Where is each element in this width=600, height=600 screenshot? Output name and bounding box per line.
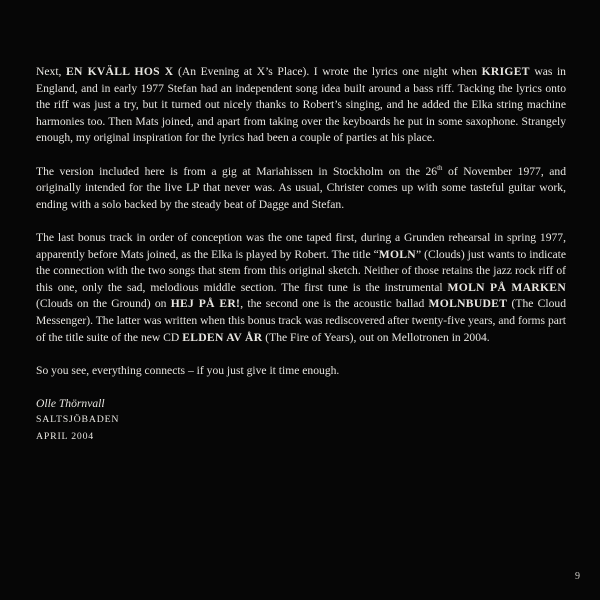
song-title: HEJ PÅ ER!	[170, 297, 241, 311]
text-run: was in England, and in early 1977 Stefan had an independent song idea built around a bass riff. Tacking the lyrics onto the riff was just a try, but it turned out nicely thanks to Robert’s singing, and he added the Elka string machine harmonies too. Then Mats joined, and apart from taking over the keyboards he put in some saxophone. Strangely enough, my original inspiration for the lyrics had been a couple of parties at his place.	[36, 65, 566, 145]
text-run: , the second one is the acoustic ballad	[240, 297, 429, 311]
text-run: (The Cloud Messenger). The latter was written when this bonus track was rediscovered after twenty-five years, and forms part of the title suite of the new CD	[36, 297, 566, 344]
signature-date: APRIL 2004	[36, 431, 94, 443]
paragraph-1	[36, 64, 566, 147]
text-run: Next,	[36, 65, 66, 78]
text-run: The version included here is from a gig at Mariahissen in Stockholm on the 26	[36, 164, 438, 178]
song-title: ELDEN AV ÅR	[182, 330, 263, 344]
page-number: 9	[575, 571, 580, 582]
song-title: MOLN	[378, 247, 416, 261]
text-run: (Clouds on the Ground) on	[36, 297, 171, 311]
text-run: (The Fire of Years), out on Mellotronen in 2004.	[262, 330, 490, 344]
ordinal-suffix: th	[437, 163, 443, 172]
paragraph-4	[36, 363, 566, 380]
text-run: (An Evening at X’s Place). I wrote the lyrics one night when	[173, 65, 482, 78]
paragraph-3	[36, 230, 566, 346]
text-run: of November 1977, and originally intended for the live LP that never was. As usual, Christer comes up with some tasteful guitar work, ending with a solo backed by the steady beat of Dagge and Stefan.	[36, 164, 566, 211]
song-title: KRIGET	[481, 65, 530, 78]
signature-name: Olle Thörnvall	[36, 396, 105, 410]
song-title: MOLNBUDET	[428, 297, 508, 311]
text-run: ” (Clouds) just wants to indicate the connection with the two songs that stem from this original sketch. Neither of those retains the jazz rock riff of this one, only the sad, melodious middle section. The first tune is the instrumental	[36, 247, 566, 294]
song-title: MOLN PÅ MARKEN	[447, 280, 566, 294]
signature-place: SALTSJÖBADEN	[36, 414, 120, 426]
liner-notes-text	[36, 64, 566, 446]
text-run: The last bonus track in order of conception was the one taped first, during a Grunden rehearsal in spring 1977, apparently before Mats joined, as the Elka is played by Robert. The title “	[36, 230, 566, 261]
signature-block	[36, 396, 566, 446]
text-run: So you see, everything connects – if you just give it time enough.	[36, 363, 340, 377]
paragraph-2	[36, 164, 566, 214]
song-title: EN KVÄLL HOS X	[66, 65, 174, 78]
